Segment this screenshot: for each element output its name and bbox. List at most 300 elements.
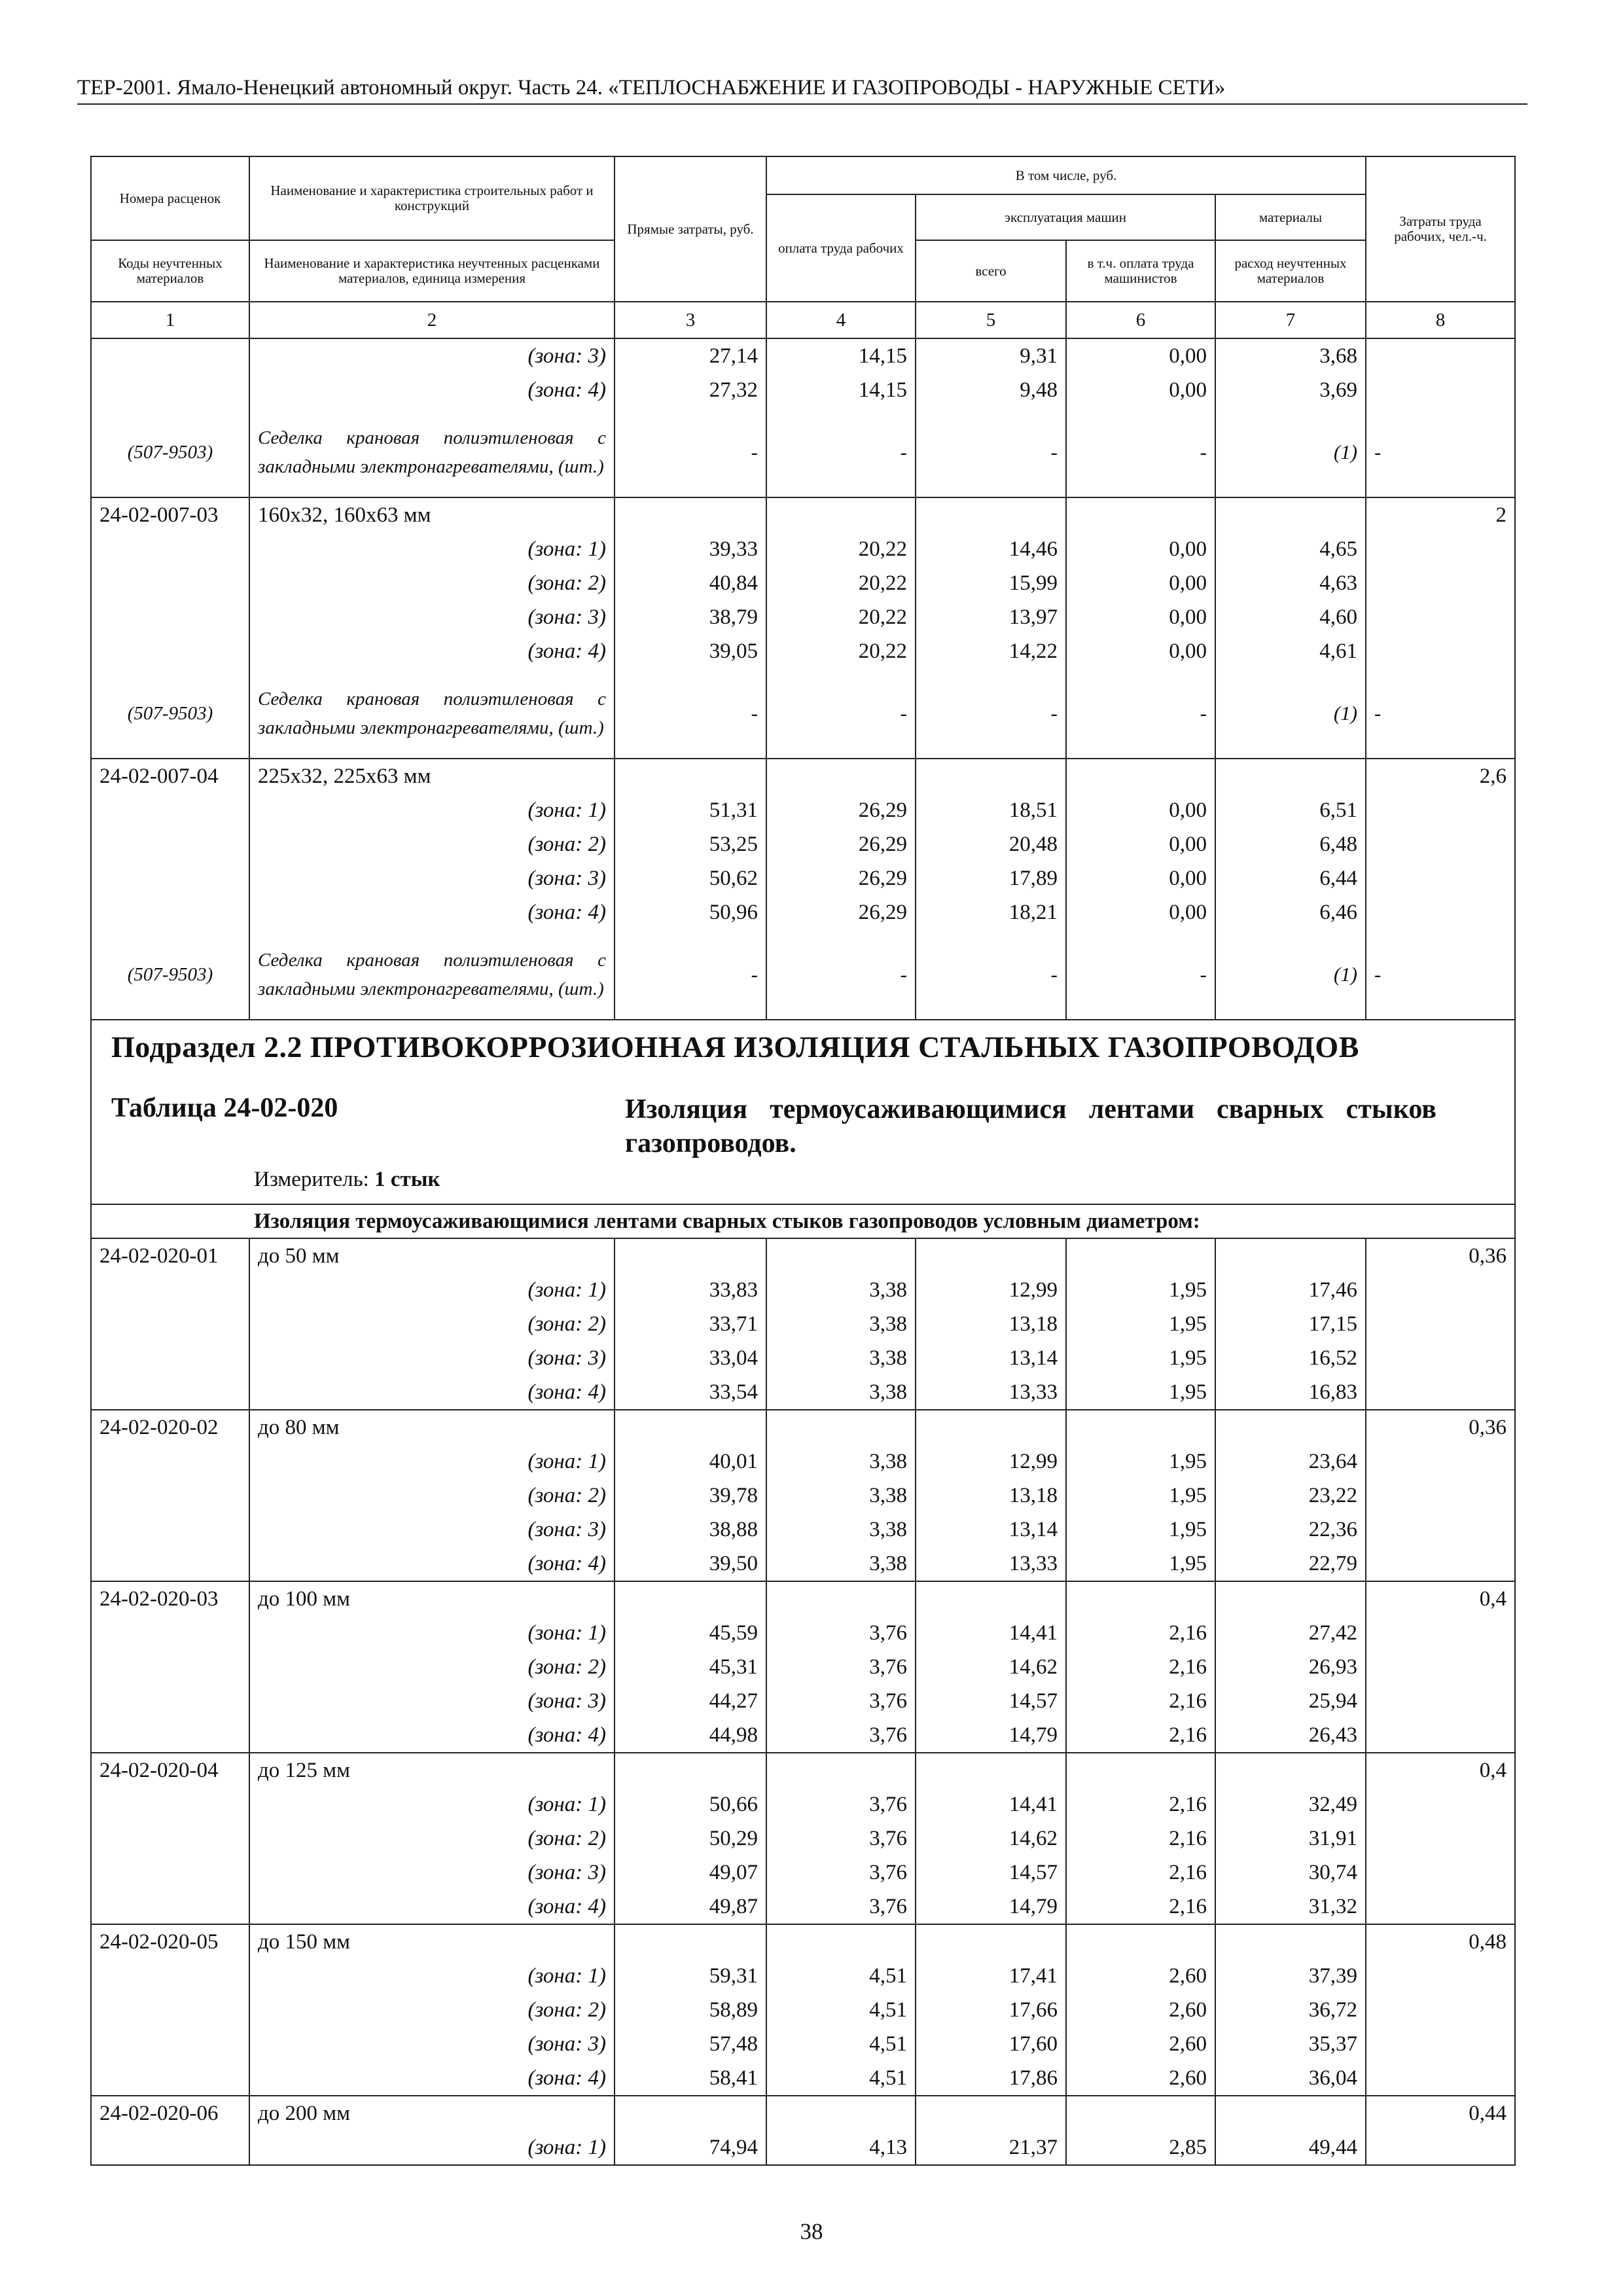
header-machinist-pay: в т.ч. оплата труда машинистов [1066,240,1215,302]
header-worker-pay: оплата труда рабочих [766,194,916,302]
empty-cell [766,497,916,532]
worker-pay-value: - [766,407,916,497]
group-heading: Изоляция термоусаживающимися лентами сварных стыков газопроводов условным диаметром: [91,1204,1515,1238]
empty-cell [916,1924,1066,1959]
zone-row [91,827,1515,861]
direct-costs-value: 40,84 [615,566,766,600]
rate-code-cell [91,1341,249,1375]
machinist-pay-value: 1,95 [1066,1444,1215,1479]
direct-costs-value: 50,29 [615,1821,766,1856]
direct-costs-value: 45,59 [615,1616,766,1650]
labor-hours-value [1366,634,1515,668]
machinist-pay-value: 2,85 [1066,2130,1215,2165]
material-usage-value: (1) [1215,407,1366,497]
rate-code-cell [91,1856,249,1890]
machinist-pay-value: 2,16 [1066,1684,1215,1718]
page-number: 38 [800,2219,823,2244]
worker-pay-value: 4,13 [766,2130,916,2165]
rate-code-cell [91,1959,249,1993]
column-number: 7 [1215,302,1366,338]
zone-label: (зона: 4) [249,634,615,668]
rate-row [91,1581,1515,1616]
machines-total-value: 14,41 [916,1616,1066,1650]
materials-value: 17,15 [1215,1307,1366,1341]
table-body-lower [91,1238,1515,2165]
rate-code-cell [91,1307,249,1341]
machinist-pay-value: 0,00 [1066,895,1215,929]
worker-pay-value: 4,51 [766,1993,916,2027]
header-rate-numbers: Номера расценок [91,156,249,240]
machines-total-value: 17,66 [916,1993,1066,2027]
zone-row [91,1513,1515,1547]
labor-hours-value [1366,1375,1515,1410]
rate-code-cell [91,1787,249,1821]
material-code: (507-9503) [91,407,249,497]
labor-hours-value: 2,6 [1366,759,1515,793]
direct-costs-value: 49,07 [615,1856,766,1890]
zone-row [91,634,1515,668]
labor-hours-value: - [1366,407,1515,497]
labor-hours-value [1366,1787,1515,1821]
rate-code-cell [91,1479,249,1513]
labor-hours-value [1366,1993,1515,2027]
machines-total-value: 13,18 [916,1479,1066,1513]
zone-row [91,1856,1515,1890]
materials-value: 4,65 [1215,532,1366,566]
labor-hours-value: 0,48 [1366,1924,1515,1959]
zone-row [91,1993,1515,2027]
machines-total-value: 20,48 [916,827,1066,861]
machinist-pay-value: 1,95 [1066,1479,1215,1513]
material-name: Седелка крановая полиэтиленовая с закладными электронагревателями, (шт.) [249,407,615,497]
empty-cell [615,759,766,793]
material-name: Седелка крановая полиэтиленовая с закладными электронагревателями, (шт.) [249,929,615,1020]
rate-code-cell [91,1375,249,1410]
labor-hours-value [1366,1821,1515,1856]
header-material-codes: Коды неучтенных материалов [91,240,249,302]
zone-label: (зона: 1) [249,532,615,566]
rate-code-cell [91,600,249,634]
worker-pay-value: 4,51 [766,2061,916,2096]
zone-label: (зона: 1) [249,1787,615,1821]
header-machines: эксплуатация машин [916,194,1215,240]
zone-row [91,1718,1515,1753]
header-work-name: Наименование и характеристика строительных работ и конструкций [249,156,615,240]
rate-name: до 200 мм [249,2096,615,2130]
labor-hours-value [1366,1479,1515,1513]
worker-pay-value: 3,76 [766,1684,916,1718]
machines-total-value: 14,79 [916,1718,1066,1753]
subsection-title: Подраздел 2.2 ПРОТИВОКОРРОЗИОННАЯ ИЗОЛЯЦИЯ СТАЛЬНЫХ ГАЗОПРОВОДОВ [111,1030,1359,1064]
materials-value: 49,44 [1215,2130,1366,2165]
empty-cell [1215,1581,1366,1616]
material-usage-value: (1) [1215,929,1366,1020]
materials-value: 6,44 [1215,861,1366,895]
labor-hours-value [1366,861,1515,895]
machines-total-value: 14,62 [916,1821,1066,1856]
rate-name: до 150 мм [249,1924,615,1959]
zone-label: (зона: 1) [249,1273,615,1307]
machinist-pay-value: 2,16 [1066,1616,1215,1650]
worker-pay-value: 14,15 [766,373,916,407]
materials-value: 16,52 [1215,1341,1366,1375]
unit-line [254,1168,440,1192]
worker-pay-value: 3,38 [766,1273,916,1307]
empty-cell [766,1924,916,1959]
empty-cell [916,497,1066,532]
rate-code-cell [91,1993,249,2027]
materials-value: 27,42 [1215,1616,1366,1650]
empty-cell [766,1753,916,1787]
rate-code-cell [91,827,249,861]
labor-hours-value [1366,793,1515,827]
column-number: 3 [615,302,766,338]
empty-cell [1066,759,1215,793]
zone-row [91,1341,1515,1375]
empty-cell [1215,759,1366,793]
worker-pay-value: 3,76 [766,1718,916,1753]
labor-hours-value [1366,1513,1515,1547]
machines-total-value: 9,48 [916,373,1066,407]
rate-code: 24-02-020-03 [91,1581,249,1616]
direct-costs-value: 45,31 [615,1650,766,1684]
machines-total-value: 14,22 [916,634,1066,668]
labor-hours-value [1366,895,1515,929]
empty-cell [1215,497,1366,532]
materials-value: 36,72 [1215,1993,1366,2027]
rate-row [91,2096,1515,2130]
material-row [91,929,1515,1020]
direct-costs-value: 33,83 [615,1273,766,1307]
machines-total-value: - [916,668,1066,759]
worker-pay-value: 3,76 [766,1616,916,1650]
zone-row [91,2061,1515,2096]
rate-name: 225x32, 225x63 мм [249,759,615,793]
rate-code-cell [91,1650,249,1684]
zone-row [91,373,1515,407]
machinist-pay-value: 0,00 [1066,634,1215,668]
machinist-pay-value: - [1066,407,1215,497]
worker-pay-value: 3,38 [766,1479,916,1513]
empty-cell [615,1753,766,1787]
rate-code: 24-02-020-05 [91,1924,249,1959]
worker-pay-value: 20,22 [766,634,916,668]
empty-cell [766,759,916,793]
rate-code-cell [91,566,249,600]
machines-total-value: 21,37 [916,2130,1066,2165]
machinist-pay-value: 2,60 [1066,1959,1215,1993]
machines-total-value: 12,99 [916,1273,1066,1307]
machines-total-value: 13,14 [916,1341,1066,1375]
direct-costs-value: 51,31 [615,793,766,827]
machines-total-value: 18,21 [916,895,1066,929]
materials-value: 30,74 [1215,1856,1366,1890]
labor-hours-value: 0,4 [1366,1753,1515,1787]
worker-pay-value: 26,29 [766,827,916,861]
labor-hours-value [1366,600,1515,634]
empty-cell [615,497,766,532]
empty-cell [766,2096,916,2130]
materials-value: 36,04 [1215,2061,1366,2096]
empty-cell [1215,1410,1366,1444]
labor-hours-value [1366,566,1515,600]
machinist-pay-value: 1,95 [1066,1273,1215,1307]
labor-hours-value [1366,1616,1515,1650]
materials-value: 17,46 [1215,1273,1366,1307]
labor-hours-value [1366,2027,1515,2061]
empty-cell [916,759,1066,793]
machines-total-value: 9,31 [916,338,1066,373]
rate-code-cell [91,2130,249,2165]
machines-total-value: - [916,407,1066,497]
zone-label: (зона: 4) [249,1547,615,1581]
machinist-pay-value: 2,16 [1066,1890,1215,1924]
materials-value: 26,93 [1215,1650,1366,1684]
table-title: Изоляция термоусаживающимися лентами сварных стыков газопроводов. [625,1094,1436,1158]
machinist-pay-value: 0,00 [1066,373,1215,407]
materials-value: 25,94 [1215,1684,1366,1718]
header-labor-hours: Затраты труда рабочих, чел.-ч. [1366,156,1515,302]
rate-code: 24-02-020-04 [91,1753,249,1787]
zone-label: (зона: 3) [249,861,615,895]
zone-row [91,1479,1515,1513]
zone-label: (зона: 2) [249,566,615,600]
worker-pay-value: 20,22 [766,566,916,600]
direct-costs-value: 53,25 [615,827,766,861]
empty-cell [1066,2096,1215,2130]
zone-label: (зона: 4) [249,2061,615,2096]
machines-total-value: 17,41 [916,1959,1066,1993]
materials-value: 37,39 [1215,1959,1366,1993]
rate-code: 24-02-007-04 [91,759,249,793]
header-including: В том числе, руб. [766,156,1366,194]
zone-label: (зона: 4) [249,895,615,929]
machinist-pay-value: - [1066,668,1215,759]
materials-value: 26,43 [1215,1718,1366,1753]
zone-label: (зона: 4) [249,1375,615,1410]
direct-costs-value: 39,78 [615,1479,766,1513]
rate-code-cell [91,1616,249,1650]
table-body-upper [91,338,1515,1020]
zone-row [91,1273,1515,1307]
empty-cell [615,2096,766,2130]
worker-pay-value: 3,38 [766,1513,916,1547]
direct-costs-value: 50,62 [615,861,766,895]
zone-label: (зона: 3) [249,1513,615,1547]
machines-total-value: 14,62 [916,1650,1066,1684]
zone-row [91,1890,1515,1924]
machines-total-value: 13,33 [916,1547,1066,1581]
machines-total-value: 17,89 [916,861,1066,895]
zone-row [91,532,1515,566]
empty-cell [916,1753,1066,1787]
worker-pay-value: 3,76 [766,1856,916,1890]
materials-value: 6,51 [1215,793,1366,827]
rate-code-cell [91,1684,249,1718]
materials-value: 23,22 [1215,1479,1366,1513]
direct-costs-value: 49,87 [615,1890,766,1924]
header-material-usage: расход неучтенных материалов [1215,240,1366,302]
materials-value: 4,61 [1215,634,1366,668]
direct-costs-value: 50,66 [615,1787,766,1821]
column-number: 2 [249,302,615,338]
empty-cell [1066,1410,1215,1444]
rate-row [91,1753,1515,1787]
materials-value: 6,46 [1215,895,1366,929]
materials-value: 6,48 [1215,827,1366,861]
labor-hours-value: 2 [1366,497,1515,532]
zone-label: (зона: 3) [249,2027,615,2061]
zone-label: (зона: 3) [249,600,615,634]
direct-costs-value: 40,01 [615,1444,766,1479]
direct-costs-value: - [615,668,766,759]
zone-label: (зона: 4) [249,373,615,407]
worker-pay-value: 3,76 [766,1821,916,1856]
machinist-pay-value: 0,00 [1066,532,1215,566]
machines-total-value: 17,86 [916,2061,1066,2096]
labor-hours-value: 0,36 [1366,1410,1515,1444]
labor-hours-value [1366,532,1515,566]
empty-cell [1066,497,1215,532]
direct-costs-value: 33,54 [615,1375,766,1410]
zone-row [91,1684,1515,1718]
labor-hours-value [1366,1856,1515,1890]
materials-value: 3,69 [1215,373,1366,407]
zone-row [91,1787,1515,1821]
column-number: 8 [1366,302,1515,338]
rate-code-cell [91,1890,249,1924]
empty-cell [766,1581,916,1616]
rate-code-cell [91,2061,249,2096]
worker-pay-value: 26,29 [766,861,916,895]
worker-pay-value: - [766,929,916,1020]
machines-total-value: 12,99 [916,1444,1066,1479]
labor-hours-value [1366,1444,1515,1479]
direct-costs-value: 27,14 [615,338,766,373]
empty-cell [1215,1924,1366,1959]
empty-cell [1215,2096,1366,2130]
rate-code-cell [91,373,249,407]
labor-hours-value [1366,1547,1515,1581]
machines-total-value: 14,57 [916,1684,1066,1718]
zone-label: (зона: 1) [249,1444,615,1479]
material-code: (507-9503) [91,668,249,759]
zone-row [91,1650,1515,1684]
materials-value: 32,49 [1215,1787,1366,1821]
rate-code: 24-02-020-02 [91,1410,249,1444]
direct-costs-value: 59,31 [615,1959,766,1993]
materials-value: 3,68 [1215,338,1366,373]
labor-hours-value: 0,36 [1366,1238,1515,1273]
column-number: 5 [916,302,1066,338]
machinist-pay-value: 1,95 [1066,1375,1215,1410]
worker-pay-value: 3,76 [766,1787,916,1821]
machinist-pay-value: 2,60 [1066,2061,1215,2096]
rate-code-cell [91,793,249,827]
worker-pay-value: 3,38 [766,1341,916,1375]
rate-row [91,1924,1515,1959]
rate-row [91,1238,1515,1273]
machinist-pay-value: 0,00 [1066,827,1215,861]
zone-row [91,566,1515,600]
labor-hours-value [1366,1273,1515,1307]
zone-row [91,793,1515,827]
direct-costs-value: - [615,929,766,1020]
zone-label: (зона: 3) [249,1684,615,1718]
worker-pay-value: 3,38 [766,1444,916,1479]
worker-pay-value: 20,22 [766,600,916,634]
header-material-names: Наименование и характеристика неучтенных расценками материалов, единица измерения [249,240,615,302]
zone-row [91,338,1515,373]
direct-costs-value: 50,96 [615,895,766,929]
materials-value: 16,83 [1215,1375,1366,1410]
zone-label: (зона: 1) [249,2130,615,2165]
empty-cell [1066,1238,1215,1273]
header-machines-total: всего [916,240,1066,302]
direct-costs-value: 38,79 [615,600,766,634]
machines-total-value: 14,79 [916,1890,1066,1924]
zone-label: (зона: 1) [249,793,615,827]
worker-pay-value: 3,38 [766,1307,916,1341]
direct-costs-value: 33,71 [615,1307,766,1341]
material-row [91,407,1515,497]
materials-value: 35,37 [1215,2027,1366,2061]
worker-pay-value: 3,76 [766,1890,916,1924]
materials-value: 31,32 [1215,1890,1366,1924]
labor-hours-value [1366,1959,1515,1993]
machines-total-value: 18,51 [916,793,1066,827]
materials-value: 4,63 [1215,566,1366,600]
worker-pay-value: 3,38 [766,1547,916,1581]
zone-label: (зона: 2) [249,1650,615,1684]
labor-hours-value [1366,1341,1515,1375]
rate-row [91,497,1515,532]
direct-costs-value: 58,41 [615,2061,766,2096]
zone-label: (зона: 2) [249,1479,615,1513]
running-header: ТЕР-2001. Ямало-Ненецкий автономный округ. Часть 24. «ТЕПЛОСНАБЖЕНИЕ И ГАЗОПРОВОДЫ - НАРУЖНЫЕ СЕТИ» [77,72,1527,105]
machinist-pay-value: 1,95 [1066,1341,1215,1375]
empty-cell [916,1581,1066,1616]
empty-cell [1066,1753,1215,1787]
worker-pay-value: 14,15 [766,338,916,373]
machinist-pay-value: 0,00 [1066,793,1215,827]
empty-cell [766,1238,916,1273]
direct-costs-value: 39,33 [615,532,766,566]
machinist-pay-value: 2,16 [1066,1821,1215,1856]
rate-code-cell [91,532,249,566]
machinist-pay-value: 1,95 [1066,1547,1215,1581]
machinist-pay-value: 1,95 [1066,1307,1215,1341]
labor-hours-value: - [1366,929,1515,1020]
table-header [91,156,1515,338]
empty-cell [1215,1238,1366,1273]
zone-row [91,600,1515,634]
machinist-pay-value: - [1066,929,1215,1020]
machines-total-value: 14,41 [916,1787,1066,1821]
labor-hours-value [1366,338,1515,373]
zone-row [91,861,1515,895]
worker-pay-value: 4,51 [766,2027,916,2061]
materials-value: 23,64 [1215,1444,1366,1479]
materials-value: 4,60 [1215,600,1366,634]
zone-label: (зона: 4) [249,1890,615,1924]
direct-costs-value: 38,88 [615,1513,766,1547]
rate-code-cell [91,2027,249,2061]
rate-name: до 80 мм [249,1410,615,1444]
direct-costs-value: 44,98 [615,1718,766,1753]
machinist-pay-value: 0,00 [1066,861,1215,895]
machinist-pay-value: 2,16 [1066,1650,1215,1684]
